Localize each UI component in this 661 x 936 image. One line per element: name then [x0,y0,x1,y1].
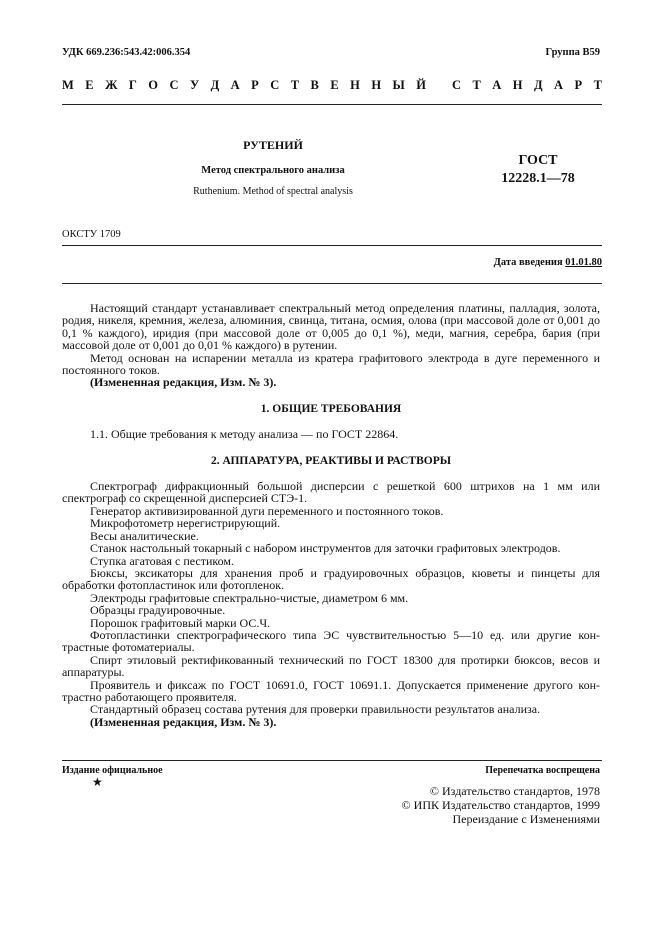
section-heading: 2. АППАРАТУРА, РЕАКТИВЫ И РАСТВОРЫ [210,454,452,467]
banner-letter: О [148,78,159,92]
okstu-code: ОКСТУ 1709 [62,229,121,240]
equipment-item: Микрофотометр нерегистрирующий. [90,516,281,531]
banner-letter: В [310,78,319,92]
intro-paragraph: Метод основан на испарении металла из кратера графитового электрода в дуге переменного и постоянного токов. [62,350,600,378]
copyright-line: © ИПК Издательство стандартов, 1999 [401,798,600,812]
okstu-rule [62,245,602,246]
equipment-item: Порошок графитовый марки ОС.Ч. [90,615,271,630]
banner-gap [437,78,440,93]
section-paragraph: 1.1. Общие требования к методу анализа — по ГОСТ 22864. [90,427,399,442]
banner-letter: Д [533,78,543,92]
equipment-item: Спирт этиловый ректификованный технический по ГОСТ 18300 для протирки бюксов, весов и аппаратуры. [62,652,600,680]
gost-code: 12228.1—78 [501,171,575,186]
equipment-item: Станок настольный токарный с набором инструментов для заточки графитовых электродов. [90,541,561,556]
gost-label: ГОСТ [518,153,558,168]
equipment-item: Весы аналитические. [90,528,199,543]
equipment-item: Спектрограф дифракционный большой дисперсии с решеткой 600 штрихов на 1 мм или спектрограф со скрещенной дисперсией СТЭ-1. [62,479,600,506]
banner-letter: Е [330,78,339,92]
title-block [158,138,388,197]
intro-paragraph: Настоящий стандарт устанавливает спектральный метод определения платины, палладия, золота, родия, никеля, кремния, железа, алюминия, свинца, титана, осмия, олова (при массовой доле от 0,001 до 0,1 % каждого), иридия (при массовой доле от 0,005 до 0,1 %), меди, магния, серебра, бария (при массовой доле от 0,001 до 0,01 % каждого) в рутении. [62,301,600,353]
gost-number [488,152,588,188]
banner-letter: Т [290,78,300,92]
banner-letter: Г [128,78,137,92]
banner-letter: А [492,78,502,92]
banner-letter: Ж [105,78,118,92]
document-title: РУТЕНИЙ [243,138,303,152]
effective-date [494,257,602,268]
banner-letter: А [230,78,240,92]
banner-letter: Й [416,78,426,92]
banner-letter: М [62,78,74,92]
equipment-item: Фотопластинки спектрографического типа ЭС чувствительностью 5—10 ед. или другие контрастные фотоматериалы. [62,627,600,655]
method-subtitle: Метод спектрального анализа [201,165,345,176]
banner-letter: Р [574,78,583,92]
banner-letter: У [189,78,200,92]
date-label: Дата введения [493,257,566,268]
banner-letter: С [270,78,280,92]
copyright-line: Переиздание с Изменениями [452,812,600,826]
banner-letter: А [554,78,564,92]
document-body [62,302,600,728]
banner-letter: Ы [392,78,405,92]
reprint-prohibited-label: Перепечатка воспрещена [485,765,600,776]
banner-letter: Т [593,78,602,92]
banner-letter: Е [85,78,94,92]
date-value: 01.01.80 [565,257,602,268]
banner-letter: Н [512,78,523,92]
banner-letter: С [452,78,462,92]
group-code: Группа B59 [545,47,600,58]
banner-letter: Н [371,78,382,92]
banner-letter: С [169,78,179,92]
banner-letter: Р [251,78,259,92]
equipment-item: Электроды графитовые спектрально-чистые, диаметром 6 мм. [90,590,409,605]
interstate-standard-banner [62,78,602,93]
english-title: Ruthenium. Method of spectral analysis [193,186,353,197]
amendment-note: (Измененная редакция, Изм. № 3). [90,714,277,729]
footer-rule [62,760,602,761]
star-icon: ★ [92,775,103,789]
date-rule [62,283,602,284]
official-edition-label: Издание официальное [62,765,163,776]
equipment-item: Бюксы, эксикаторы для хранения проб и градуировочных образцов, кюветы и пинцеты для обработки фотопластинок или фотопленок. [62,565,600,593]
section-heading: 1. ОБЩИЕ ТРЕБОВАНИЯ [260,402,402,415]
equipment-item: Проявитель и фиксаж по ГОСТ 10691.0, ГОСТ 10691.1. Допускается применение другого контрастно работающего проявителя. [62,677,600,704]
copyright-block [402,784,600,826]
banner-letter: Т [472,78,481,92]
amendment-note: (Измененная редакция, Изм. № 3). [90,375,277,390]
equipment-item: Стандартный образец состава рутения для проверки правильности результатов анализа. [90,702,541,717]
equipment-item: Ступка агатовая с пестиком. [90,553,234,568]
header-rule [62,104,602,105]
copyright-line: © Издательство стандартов, 1978 [429,784,600,798]
banner-letter: Д [210,78,220,92]
udk-code: УДК 669.236:543.42:006.354 [62,47,191,58]
equipment-item: Генератор активизированной дуги переменного и постоянного токов. [90,503,444,518]
banner-letter: Н [350,78,360,92]
equipment-item: Образцы градуировочные. [90,603,226,618]
